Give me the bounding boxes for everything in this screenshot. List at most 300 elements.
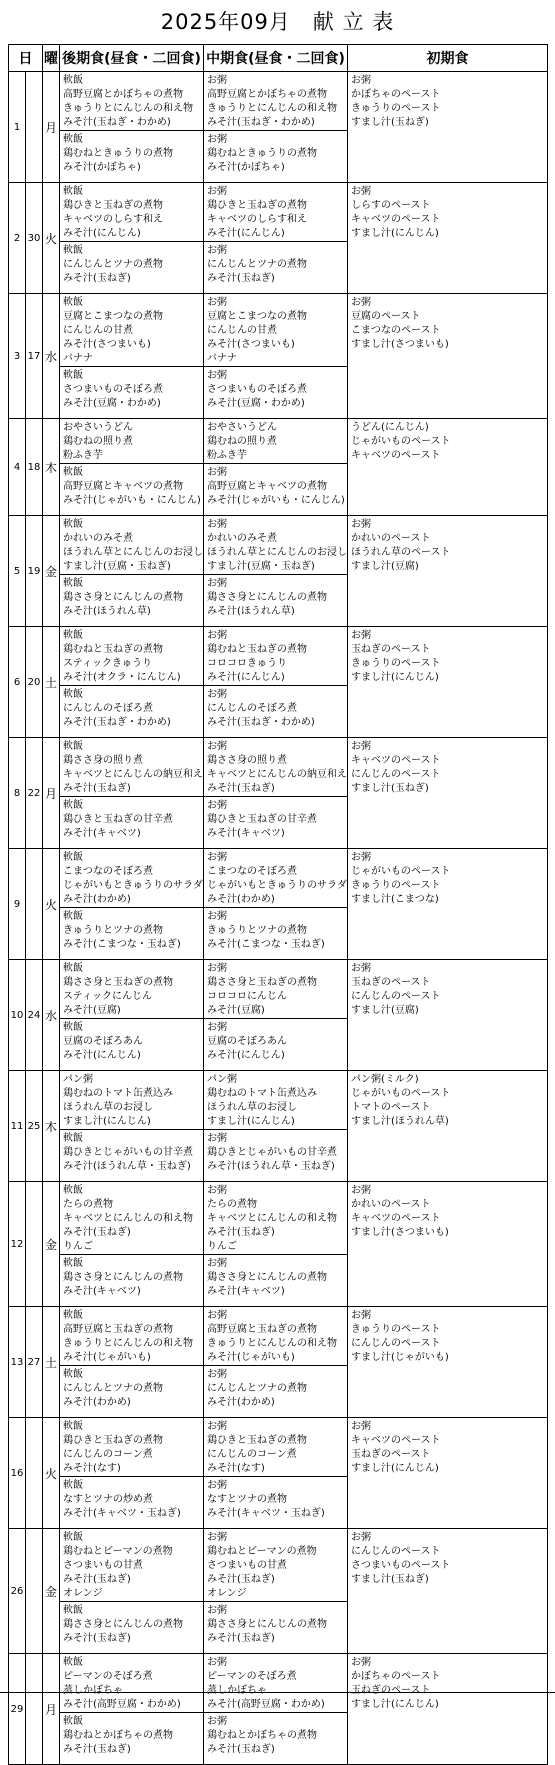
late-meal-second	[60, 1366, 204, 1418]
dish-line: みそ汁(玉ねぎ)	[63, 273, 131, 284]
dish-line: ほうれん草とにんじんのお浸し	[207, 547, 347, 558]
dish-line: おやさいうどん	[207, 422, 277, 433]
dish-line: お粥	[207, 1480, 227, 1491]
dish-line: みそ汁(豆腐)	[207, 1005, 265, 1016]
menu-row	[9, 849, 548, 908]
dish-line: 鶏ひきと玉ねぎの煮物	[207, 1435, 307, 1446]
day-number: 1	[9, 72, 26, 183]
dish-line: 軟飯	[63, 852, 83, 863]
dish-line: すまし汁(豆腐・玉ねぎ)	[63, 561, 171, 572]
mid-meal-second	[204, 797, 348, 849]
early-meal	[348, 1418, 548, 1529]
dish-line: みそ汁(じゃがいも)	[63, 1352, 151, 1363]
late-meal-first	[60, 960, 204, 1019]
early-meal	[348, 72, 548, 183]
weekday: 水	[43, 294, 60, 419]
dish-line: お粥	[351, 297, 371, 308]
dish-line: きゅうりとにんじんの和え物	[63, 103, 193, 114]
menu-row	[9, 1182, 548, 1255]
late-meal-first	[60, 1654, 204, 1713]
late-meal-second	[60, 1713, 204, 1765]
dish-line: 高野豆腐と玉ねぎの煮物	[207, 1324, 317, 1335]
dish-line: すまし汁(玉ねぎ)	[351, 1574, 429, 1585]
late-meal-second	[60, 797, 204, 849]
mid-meal-first	[204, 72, 348, 131]
dish-line: きゅうりのペースト	[351, 658, 441, 669]
dish-line: 軟飯	[63, 186, 83, 197]
mid-meal-first	[204, 1529, 348, 1602]
early-meal	[348, 849, 548, 960]
dish-line: 軟飯	[63, 1480, 83, 1491]
header-early-meal: 初期食	[348, 45, 548, 72]
day-number-alt	[26, 1182, 43, 1307]
dish-line: すまし汁(豆腐)	[351, 1005, 419, 1016]
dish-line: 軟飯	[63, 800, 83, 811]
dish-line: さつまいものそぼろ煮	[63, 384, 163, 395]
dish-line: 鶏むねときゅうりの煮物	[63, 148, 173, 159]
dish-line: みそ汁(キャベツ・玉ねぎ)	[63, 1508, 181, 1519]
dish-line: お粥	[207, 186, 227, 197]
dish-line: ほうれん草のペースト	[351, 547, 451, 558]
dish-line: 鶏ひきと玉ねぎの煮物	[63, 200, 163, 211]
early-meal	[348, 627, 548, 738]
late-meal-second	[60, 464, 204, 516]
dish-line: お粥	[207, 963, 227, 974]
dish-line: キャベツのしらす和え	[63, 214, 163, 225]
late-meal-second	[60, 1602, 204, 1654]
day-number-alt: 18	[26, 419, 43, 516]
menu-row	[9, 294, 548, 367]
dish-line: 軟飯	[63, 1258, 83, 1269]
header-day: 日	[9, 45, 43, 72]
weekday: 月	[43, 738, 60, 849]
weekday: 火	[43, 1418, 60, 1529]
late-meal-second	[60, 1477, 204, 1529]
dish-line: みそ汁(キャベツ)	[207, 1286, 285, 1297]
weekday: 土	[43, 1307, 60, 1418]
dish-line: お粥	[351, 75, 371, 86]
dish-line: ほうれん草のお浸し	[207, 1102, 297, 1113]
dish-line: お粥	[207, 467, 227, 478]
dish-line: みそ汁(にんじん)	[207, 1050, 285, 1061]
dish-line: にんじんのそぼろ煮	[207, 703, 297, 714]
menu-row	[9, 1529, 548, 1602]
dish-line: すまし汁(にんじん)	[351, 228, 439, 239]
dish-line: 豆腐とこまつなの煮物	[207, 311, 307, 322]
dish-line: にんじんとツナの煮物	[207, 259, 307, 270]
late-meal-first	[60, 627, 204, 686]
dish-line: みそ汁(ほうれん草)	[207, 606, 295, 617]
dish-line: 鶏ささ身と玉ねぎの煮物	[63, 977, 173, 988]
dish-line: お粥	[207, 519, 227, 530]
mid-meal-first	[204, 627, 348, 686]
dish-line: かれいのみそ煮	[207, 533, 277, 544]
dish-line: みそ汁(玉ねぎ)	[207, 1633, 275, 1644]
day-number-alt: 25	[26, 1071, 43, 1182]
mid-meal-second	[204, 464, 348, 516]
dish-line: バナナ	[207, 353, 237, 364]
dish-line: じゃがいもときゅうりのサラダ	[207, 880, 347, 891]
menu-row	[9, 183, 548, 242]
header-late-meal: 後期食(昼食・二回食)	[60, 45, 204, 72]
mid-meal-second	[204, 1477, 348, 1529]
early-meal	[348, 738, 548, 849]
dish-line: みそ汁(玉ねぎ・わかめ)	[207, 717, 315, 728]
dish-line: すまし汁(じゃがいも)	[351, 1352, 449, 1363]
dish-line: 高野豆腐とキャベツの煮物	[63, 481, 183, 492]
dish-line: お粥	[207, 852, 227, 863]
dish-line: お粥	[207, 911, 227, 922]
dish-line: みそ汁(にんじん)	[207, 672, 285, 683]
dish-line: オレンジ	[63, 1588, 103, 1599]
day-number-alt: 30	[26, 183, 43, 294]
day-number: 11	[9, 1071, 26, 1182]
weekday: 金	[43, 1529, 60, 1654]
mid-meal-first	[204, 1071, 348, 1130]
dish-line: さつまいもの甘煮	[207, 1560, 287, 1571]
early-meal	[348, 294, 548, 419]
dish-line: 鶏むねとかぼちゃの煮物	[207, 1730, 317, 1741]
mid-meal-first	[204, 738, 348, 797]
dish-line: 豆腐とこまつなの煮物	[63, 311, 163, 322]
day-number-alt	[26, 1529, 43, 1654]
late-meal-first	[60, 1307, 204, 1366]
dish-line: にんじんとツナの煮物	[207, 1383, 307, 1394]
dish-line: 軟飯	[63, 134, 83, 145]
dish-line: みそ汁(玉ねぎ・わかめ)	[63, 717, 171, 728]
late-meal-first	[60, 516, 204, 575]
mid-meal-first	[204, 1307, 348, 1366]
day-number: 2	[9, 183, 26, 294]
dish-line: キャベツのペースト	[351, 755, 441, 766]
dish-line: にんじんのペースト	[351, 769, 441, 780]
early-meal	[348, 1654, 548, 1765]
dish-line: かぼちゃのペースト	[351, 89, 441, 100]
dish-line: 蒸しかぼちゃ	[207, 1685, 267, 1696]
dish-line: さつまいものそぼろ煮	[207, 384, 307, 395]
dish-line: お粥	[207, 1185, 227, 1196]
day-number: 3	[9, 294, 26, 419]
dish-line: 鶏ひきとじゃがいもの甘辛煮	[63, 1147, 193, 1158]
day-number-alt: 22	[26, 738, 43, 849]
dish-line: きゅうりのペースト	[351, 1324, 441, 1335]
early-meal	[348, 1071, 548, 1182]
dish-line: 軟飯	[63, 1532, 83, 1543]
menu-row	[9, 72, 548, 131]
mid-meal-second	[204, 367, 348, 419]
dish-line: すまし汁(ほうれん草)	[351, 1116, 449, 1127]
dish-line: みそ汁(わかめ)	[63, 1397, 131, 1408]
dish-line: お粥	[207, 1369, 227, 1380]
dish-line: うどん(にんじん)	[351, 422, 429, 433]
day-number: 9	[9, 849, 26, 960]
dish-line: みそ汁(玉ねぎ)	[207, 273, 275, 284]
dish-line: みそ汁(豆腐)	[63, 1005, 121, 1016]
late-meal-first	[60, 294, 204, 367]
dish-line: こまつなのペースト	[351, 325, 441, 336]
dish-line: 鶏むねとピーマンの煮物	[207, 1546, 317, 1557]
dish-line: たらの煮物	[207, 1199, 257, 1210]
dish-line: みそ汁(玉ねぎ)	[63, 783, 131, 794]
dish-line: お粥	[207, 1532, 227, 1543]
dish-line: 軟飯	[63, 370, 83, 381]
dish-line: 軟飯	[63, 519, 83, 530]
dish-line: 軟飯	[63, 1605, 83, 1616]
dish-line: お粥	[207, 1421, 227, 1432]
mid-meal-second	[204, 1130, 348, 1182]
dish-line: お粥	[351, 741, 371, 752]
dish-line: キャベツとにんじんの和え物	[63, 1213, 193, 1224]
dish-line: お粥	[351, 186, 371, 197]
dish-line: お粥	[351, 963, 371, 974]
mid-meal-first	[204, 419, 348, 464]
mid-meal-second	[204, 1713, 348, 1765]
weekday: 月	[43, 72, 60, 183]
dish-line: みそ汁(玉ねぎ)	[63, 1744, 131, 1755]
dish-line: りんご	[207, 1241, 237, 1252]
menu-row	[9, 419, 548, 464]
dish-line: 軟飯	[63, 578, 83, 589]
dish-line: 軟飯	[63, 1022, 83, 1033]
dish-line: にんじんの甘煮	[63, 325, 133, 336]
dish-line: お粥	[351, 519, 371, 530]
dish-line: お粥	[351, 1421, 371, 1432]
dish-line: 鶏むねの照り煮	[63, 436, 133, 447]
late-meal-first	[60, 1071, 204, 1130]
dish-line: みそ汁(ほうれん草・玉ねぎ)	[63, 1161, 191, 1172]
dish-line: 軟飯	[63, 911, 83, 922]
dish-line: 鶏ひきと玉ねぎの煮物	[63, 1435, 163, 1446]
dish-line: 軟飯	[63, 1369, 83, 1380]
dish-line: かぼちゃのペースト	[351, 1671, 441, 1682]
dish-line: 軟飯	[63, 689, 83, 700]
dish-line: おやさいうどん	[63, 422, 133, 433]
dish-line: 蒸しかぼちゃ	[63, 1685, 123, 1696]
dish-line: 鶏むねのトマト缶煮込み	[63, 1088, 173, 1099]
dish-line: 軟飯	[63, 741, 83, 752]
dish-line: すまし汁(にんじん)	[351, 672, 439, 683]
mid-meal-first	[204, 183, 348, 242]
dish-line: お粥	[351, 1185, 371, 1196]
dish-line: キャベツのペースト	[351, 1435, 441, 1446]
day-number-alt: 24	[26, 960, 43, 1071]
dish-line: みそ汁(なす)	[63, 1463, 121, 1474]
dish-line: お粥	[207, 800, 227, 811]
menu-table	[8, 44, 548, 1765]
dish-line: にんじんのペースト	[351, 1546, 441, 1557]
dish-line: 鶏むねのトマト缶煮込み	[207, 1088, 317, 1099]
dish-line: なすとツナの煮物	[207, 1494, 287, 1505]
dish-line: お粥	[207, 1022, 227, 1033]
dish-line: こまつなのそぼろ煮	[207, 866, 297, 877]
dish-line: みそ汁(オクラ・にんじん)	[63, 672, 181, 683]
dish-line: 鶏ささ身の照り煮	[207, 755, 287, 766]
dish-line: キャベツのペースト	[351, 214, 441, 225]
early-meal	[348, 960, 548, 1071]
dish-line: オレンジ	[207, 1588, 247, 1599]
dish-line: すまし汁(玉ねぎ)	[351, 783, 429, 794]
late-meal-second	[60, 1019, 204, 1071]
dish-line: キャベツのペースト	[351, 450, 441, 461]
late-meal-second	[60, 575, 204, 627]
menu-row	[9, 516, 548, 575]
mid-meal-second	[204, 131, 348, 183]
mid-meal-first	[204, 1654, 348, 1713]
dish-line: 鶏ささ身とにんじんの煮物	[63, 592, 183, 603]
weekday: 木	[43, 1071, 60, 1182]
dish-line: みそ汁(豆腐・わかめ)	[63, 398, 161, 409]
dish-line: 軟飯	[63, 297, 83, 308]
dish-line: トマトのペースト	[351, 1102, 431, 1113]
day-number: 16	[9, 1418, 26, 1529]
dish-line: バナナ	[63, 353, 93, 364]
dish-line: 鶏ささ身とにんじんの煮物	[207, 592, 327, 603]
day-number-alt	[26, 1654, 43, 1765]
dish-line: きゅうりのペースト	[351, 103, 441, 114]
dish-line: みそ汁(豆腐・わかめ)	[207, 398, 305, 409]
dish-line: 玉ねぎのペースト	[351, 1449, 431, 1460]
day-number: 6	[9, 627, 26, 738]
dish-line: スティックきゅうり	[63, 658, 152, 669]
dish-line: きゅうりのペースト	[351, 880, 441, 891]
dish-line: パン粥(ミルク)	[351, 1074, 419, 1085]
dish-line: 玉ねぎのペースト	[351, 1685, 431, 1696]
dish-line: すまし汁(にんじん)	[63, 1116, 151, 1127]
dish-line: 鶏ひきと玉ねぎの煮物	[207, 200, 307, 211]
dish-line: キャベツとにんじんの納豆和え	[63, 769, 203, 780]
dish-line: お粥	[207, 75, 227, 86]
weekday: 水	[43, 960, 60, 1071]
dish-line: じゃがいものペースト	[351, 866, 451, 877]
dish-line: お粥	[207, 1657, 227, 1668]
dish-line: 高野豆腐とキャベツの煮物	[207, 481, 327, 492]
dish-line: きゅうりとツナの煮物	[63, 925, 163, 936]
dish-line: お粥	[207, 1716, 227, 1727]
dish-line: にんじんのペースト	[351, 1338, 441, 1349]
dish-line: みそ汁(こまつな・玉ねぎ)	[207, 939, 325, 950]
dish-line: かれいのみそ煮	[63, 533, 133, 544]
menu-row	[9, 1307, 548, 1366]
dish-line: 軟飯	[63, 1421, 83, 1432]
dish-line: みそ汁(ほうれん草)	[63, 606, 151, 617]
dish-line: 鶏むねの照り煮	[207, 436, 277, 447]
dish-line: みそ汁(玉ねぎ)	[63, 1574, 131, 1585]
mid-meal-second	[204, 1255, 348, 1307]
footer-rule	[0, 1692, 555, 1693]
dish-line: 鶏ささ身の照り煮	[63, 755, 143, 766]
weekday: 金	[43, 516, 60, 627]
dish-line: 軟飯	[63, 1133, 83, 1144]
dish-line: 軟飯	[63, 75, 83, 86]
dish-line: お粥	[207, 370, 227, 381]
late-meal-second	[60, 367, 204, 419]
dish-line: お粥	[207, 245, 227, 256]
dish-line: 軟飯	[63, 1716, 83, 1727]
late-meal-second	[60, 242, 204, 294]
dish-line: 鶏むねと玉ねぎの煮物	[63, 644, 163, 655]
mid-meal-second	[204, 686, 348, 738]
menu-row	[9, 627, 548, 686]
dish-line: 軟飯	[63, 467, 83, 478]
dish-line: みそ汁(にんじん)	[207, 228, 285, 239]
dish-line: お粥	[207, 630, 227, 641]
dish-line: きゅうりとにんじんの和え物	[207, 103, 337, 114]
early-meal	[348, 1529, 548, 1654]
late-meal-first	[60, 1418, 204, 1477]
weekday: 金	[43, 1182, 60, 1307]
dish-line: 鶏ささ身とにんじんの煮物	[207, 1272, 327, 1283]
dish-line: にんじんの甘煮	[207, 325, 277, 336]
dish-line: きゅうりとツナの煮物	[207, 925, 307, 936]
dish-line: すまし汁(にんじん)	[351, 1463, 439, 1474]
day-number: 10	[9, 960, 26, 1071]
header-row	[9, 45, 548, 72]
early-meal	[348, 1182, 548, 1307]
dish-line: じゃがいもときゅうりのサラダ	[63, 880, 203, 891]
dish-line: パン粥	[63, 1074, 93, 1085]
dish-line: ピーマンのそぼろ煮	[207, 1671, 297, 1682]
dish-line: みそ汁(にんじん)	[63, 1050, 141, 1061]
dish-line: キャベツとにんじんの納豆和え	[207, 769, 347, 780]
dish-line: 鶏ささ身とにんじんの煮物	[207, 1619, 327, 1630]
dish-line: にんじんのコーン煮	[207, 1449, 297, 1460]
dish-line: 玉ねぎのペースト	[351, 977, 431, 988]
dish-line: お粥	[207, 1310, 227, 1321]
day-number: 29	[9, 1654, 26, 1765]
mid-meal-first	[204, 1418, 348, 1477]
dish-line: さつまいものペースト	[351, 1560, 451, 1571]
dish-line: 玉ねぎのペースト	[351, 644, 431, 655]
dish-line: こまつなのそぼろ煮	[63, 866, 153, 877]
mid-meal-second	[204, 1602, 348, 1654]
mid-meal-second	[204, 575, 348, 627]
dish-line: みそ汁(玉ねぎ)	[63, 1227, 131, 1238]
dish-line: お粥	[351, 852, 371, 863]
menu-row	[9, 738, 548, 797]
menu-row	[9, 1654, 548, 1713]
dish-line: みそ汁(かぼちゃ)	[63, 162, 141, 173]
dish-line: お粥	[351, 1532, 371, 1543]
dish-line: 軟飯	[63, 963, 83, 974]
dish-line: しらすのペースト	[351, 200, 431, 211]
dish-line: みそ汁(キャベツ・玉ねぎ)	[207, 1508, 325, 1519]
mid-meal-first	[204, 294, 348, 367]
dish-line: 鶏ささ身とにんじんの煮物	[63, 1272, 183, 1283]
early-meal	[348, 183, 548, 294]
dish-line: 鶏むねとピーマンの煮物	[63, 1546, 173, 1557]
dish-line: 鶏むねときゅうりの煮物	[207, 148, 317, 159]
early-meal	[348, 419, 548, 516]
header-mid-meal: 中期食(昼食・二回食)	[204, 45, 348, 72]
mid-meal-first	[204, 516, 348, 575]
dish-line: すまし汁(こまつな)	[351, 894, 439, 905]
dish-line: すまし汁(さつまいも)	[351, 339, 449, 350]
dish-line: みそ汁(かぼちゃ)	[207, 162, 285, 173]
dish-line: 鶏むねと玉ねぎの煮物	[207, 644, 307, 655]
dish-line: 鶏ひきと玉ねぎの甘辛煮	[207, 814, 317, 825]
dish-line: みそ汁(高野豆腐・わかめ)	[207, 1699, 325, 1710]
dish-line: 鶏ひきと玉ねぎの甘辛煮	[63, 814, 173, 825]
weekday: 月	[43, 1654, 60, 1765]
dish-line: お粥	[207, 1258, 227, 1269]
menu-row	[9, 1071, 548, 1130]
early-meal	[348, 1307, 548, 1418]
dish-line: なすとツナの炒め煮	[63, 1494, 153, 1505]
dish-line: かれいのペースト	[351, 1199, 431, 1210]
dish-line: お粥	[351, 630, 371, 641]
dish-line: にんじんとツナの煮物	[63, 1383, 163, 1394]
dish-line: さつまいもの甘煮	[63, 1560, 143, 1571]
